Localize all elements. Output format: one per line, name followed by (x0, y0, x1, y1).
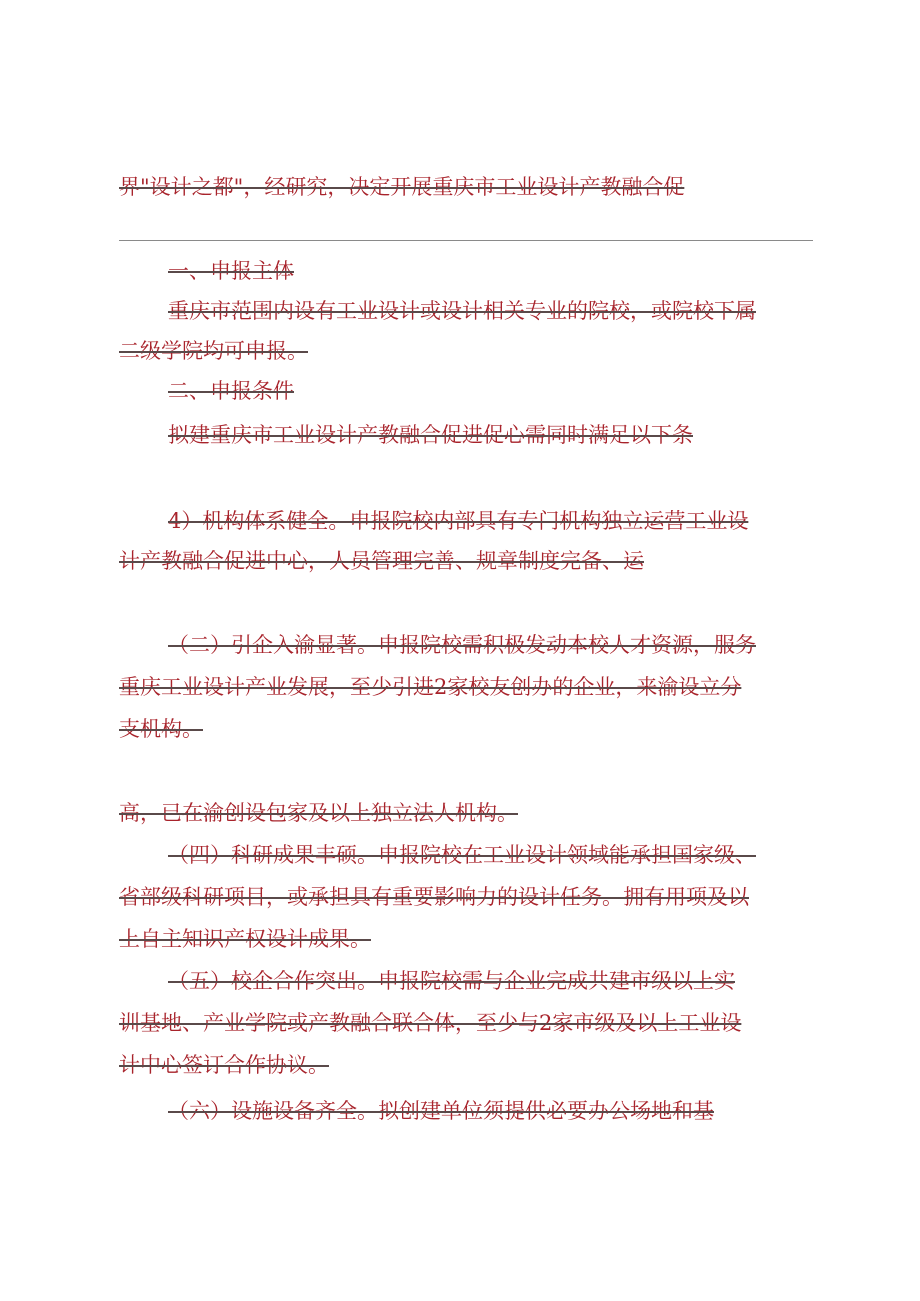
section-heading-2: 二、申报条件 (168, 379, 294, 403)
text-line: 拟建重庆市工业设计产教融合促进促心需同时满足以下条 (168, 423, 693, 447)
text-line: （六）设施设备齐全。拟创建单位须提供必要办公场地和基 (168, 1099, 714, 1123)
text-line: 训基地、产业学院或产教融合联合体，至少与2家市级及以上工业设 (119, 1011, 742, 1035)
text-line: 重庆工业设计产业发展，至少引进2家校友创办的企业，来渝设立分 (119, 675, 742, 699)
text-line: （二）引企入渝显著。申报院校需积极发动本校人才资源，服务 (168, 633, 756, 657)
text-line: 重庆市范围内设有工业设计或设计相关专业的院校，或院校下属 (168, 299, 756, 323)
text-line: 计中心签订合作协议。 (119, 1053, 329, 1077)
section-heading-1: 一、申报主体 (168, 259, 294, 283)
horizontal-rule (119, 240, 813, 241)
text-line: 支机构。 (119, 717, 203, 741)
text-line: 上自主知识产权设计成果。 (119, 927, 371, 951)
text-line: （五）校企合作突出。申报院校需与企业完成共建市级以上实 (168, 969, 735, 993)
text-line: （四）科研成果丰硕。申报院校在工业设计领域能承担国家级、 (168, 843, 756, 867)
text-line: 界"设计之都"，经研究，决定开展重庆市工业设计产教融合促 (119, 175, 685, 199)
text-line: 计产教融合促进中心，人员管理完善、规章制度完备、运 (119, 549, 644, 573)
text-line: 省部级科研项目，或承担具有重要影响力的设计任务。拥有用项及以 (119, 885, 749, 909)
text-line: 二级学院均可申报。 (119, 339, 308, 363)
text-line: 高，已在渝创设包家及以上独立法人机构。 (119, 801, 518, 825)
text-line: 4）机构体系健全。申报院校内部具有专门机构独立运营工业设 (168, 509, 749, 533)
